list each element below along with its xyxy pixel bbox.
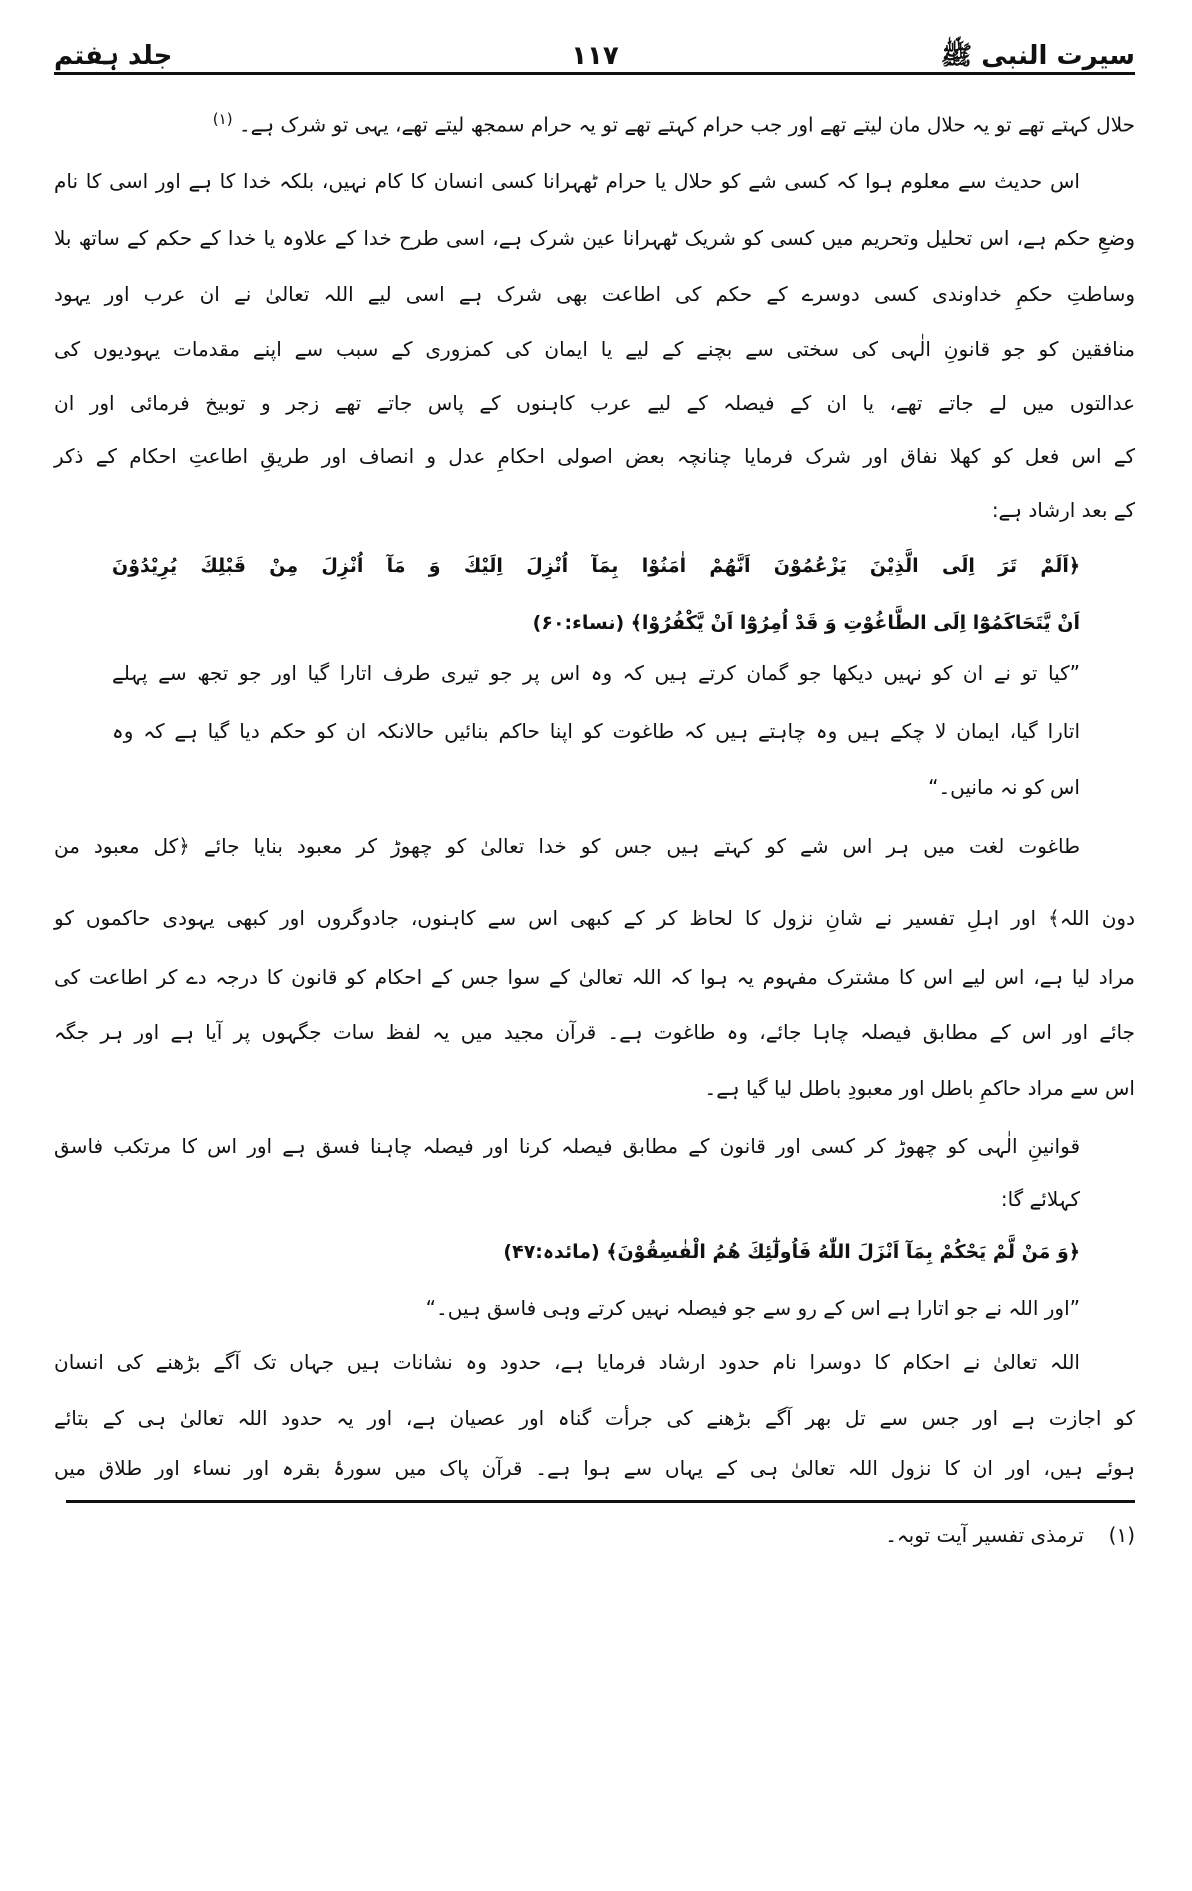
text-line: کے اس فعل کو کھلا نفاق اور شرک فرمایا چنانچہ بعض اصولی احکامِ عدل و انصاف اور طریقِ اطاعتِ احکام کے ذکر xyxy=(54,444,1135,468)
footnote-marker: (۱) xyxy=(1108,1523,1135,1547)
text-line: منافقین کو جو قانونِ الٰہی کی سختی سے بچنے کے لیے یا ایمان کی کمزوری کے سبب سے اپنے مقدمات یہودیوں کی xyxy=(54,337,1135,361)
translation-line: ”کیا تو نے ان کو نہیں دیکھا جو گمان کرتے ہیں کہ وہ اس پر جو تیری طرف اتارا گیا اور جو تجھ سے پہلے xyxy=(112,661,1080,685)
text-line: مراد لیا ہے، اس لیے اس کا مشترک مفہوم یہ ہوا کہ اللہ تعالیٰ کے سوا جس کے احکام کو قانون کا درجہ دے کر اطاعت کی xyxy=(54,965,1135,989)
page-number: ۱۱۷ xyxy=(571,41,619,71)
translation-line: ”اور اللہ نے جو اتارا ہے اس کے رو سے جو فیصلہ نہیں کرتے وہی فاسق ہیں۔“ xyxy=(425,1296,1080,1320)
text-line xyxy=(54,96,1135,137)
translation-line: اس کو نہ مانیں۔“ xyxy=(928,775,1080,799)
quran-verse-line: ﴿اَلَمْ تَرَ اِلَى الَّذِيْنَ يَزْعُمُوْنَ اَنَّهُمْ اٰمَنُوْا بِمَآ اُنْزِلَ اِلَيْكَ وَ مَآ اُنْزِلَ مِنْ قَبْلِكَ يُرِيْدُوْنَ xyxy=(112,555,1080,577)
text-line: کو اجازت ہے اور جس سے تل بھر آگے بڑھنے کی جرأت گناہ اور عصیان ہے، اور یہ حدود اللہ تعالیٰ ہی کے بتائے xyxy=(54,1406,1135,1430)
book-title: سیرت النبی ﷺ xyxy=(940,41,1135,71)
text-line: عدالتوں میں لے جاتے تھے، یا ان کے فیصلہ کے لیے عرب کاہنوں کے پاس جاتے تھے زجر و توبیخ فرمائی اور ان xyxy=(54,391,1135,415)
text-line: اللہ تعالیٰ نے احکام کا دوسرا نام حدود ارشاد فرمایا ہے، حدود وہ نشانات ہیں جہاں تک آگے بڑھنے کی انسان xyxy=(54,1350,1080,1374)
footnote-text: ترمذی تفسیر آیت توبہ۔ xyxy=(885,1523,1084,1547)
volume-label: جلد ہفتم xyxy=(54,41,173,71)
text-line: کے بعد ارشاد ہے: xyxy=(991,498,1135,522)
text-line: کہلائے گا: xyxy=(1000,1187,1080,1211)
text-line: طاغوت لغت میں ہر اس شے کو کہتے ہیں جس کو خدا تعالیٰ کو چھوڑ کر معبود بنایا جائے ﴿کل معبود من xyxy=(54,834,1080,858)
line-text: حلال کہتے تھے تو یہ حلال مان لیتے تھے اور جب حرام کہتے تھے تو یہ حرام سمجھ لیتے تھے، یہی تو شرک ہے۔ xyxy=(238,112,1135,137)
text-line: اس سے مراد حاکمِ باطل اور معبودِ باطل لیا گیا ہے۔ xyxy=(704,1076,1135,1100)
text-line: ہوئے ہیں، اور ان کا نزول اللہ تعالیٰ ہی کے یہاں سے ہوا ہے۔ قرآن پاک میں سورۂ بقرہ اور نساء اور طلاق میں xyxy=(54,1456,1135,1480)
text-line: قوانینِ الٰہی کو چھوڑ کر کسی اور قانون کے مطابق فیصلہ کرنا اور فیصلہ چاہنا فسق ہے اور اس کا مرتکب فاسق xyxy=(54,1134,1080,1158)
header-rule xyxy=(54,72,1135,75)
footnote-rule xyxy=(66,1500,1135,1503)
text-line: جائے اور اس کے مطابق فیصلہ چاہا جائے، وہ طاغوت ہے۔ قرآن مجید میں یہ لفظ سات جگہوں پر آیا ہے اور ہر جگہ xyxy=(54,1020,1135,1044)
text-line: دون اللہ﴾ اور اہلِ تفسیر نے شانِ نزول کا لحاظ کر کے کبھی اس سے کاہنوں، جادوگروں اور کبھی یہودی حاکموں کو xyxy=(54,906,1135,930)
text-line: وساطتِ حکمِ خداوندی کسی دوسرے کے حکم کی اطاعت بھی شرک ہے اسی لیے اللہ تعالیٰ نے ان عرب اور یہود xyxy=(54,282,1135,306)
text-line: اس حدیث سے معلوم ہوا کہ کسی شے کو حلال یا حرام ٹھہرانا کسی انسان کا کام نہیں، بلکہ خدا کا ہے اور اسی کا نام xyxy=(54,169,1080,193)
footnote-ref: (۱) xyxy=(212,110,233,128)
translation-line: اتارا گیا، ایمان لا چکے ہیں وہ چاہتے ہیں کہ طاغوت کو اپنا حاکم بنائیں حالانکہ ان کو حکم دیا گیا ہے کہ وہ xyxy=(112,719,1080,743)
quran-verse-line: اَنْ يَّتَحَاكَمُوْٓا اِلَى الطَّاغُوْتِ وَ قَدْ اُمِرُوْٓا اَنْ يَّكْفُرُوْا﴾ (نساء:۶۰) xyxy=(532,612,1080,634)
quran-verse-line: ﴿وَ مَنْ لَّمْ يَحْكُمْ بِمَآ اَنْزَلَ اللّٰهُ فَاُولٰٓئِكَ هُمُ الْفٰسِقُوْنَ﴾ (مائدہ:۴۷) xyxy=(503,1241,1080,1263)
text-line: وضعِ حکم ہے، اس تحلیل وتحریم میں کسی کو شریک ٹھہرانا عین شرک ہے، اسی طرح خدا کے علاوہ یا خدا کے حکم کے ساتھ بلا xyxy=(54,226,1135,250)
